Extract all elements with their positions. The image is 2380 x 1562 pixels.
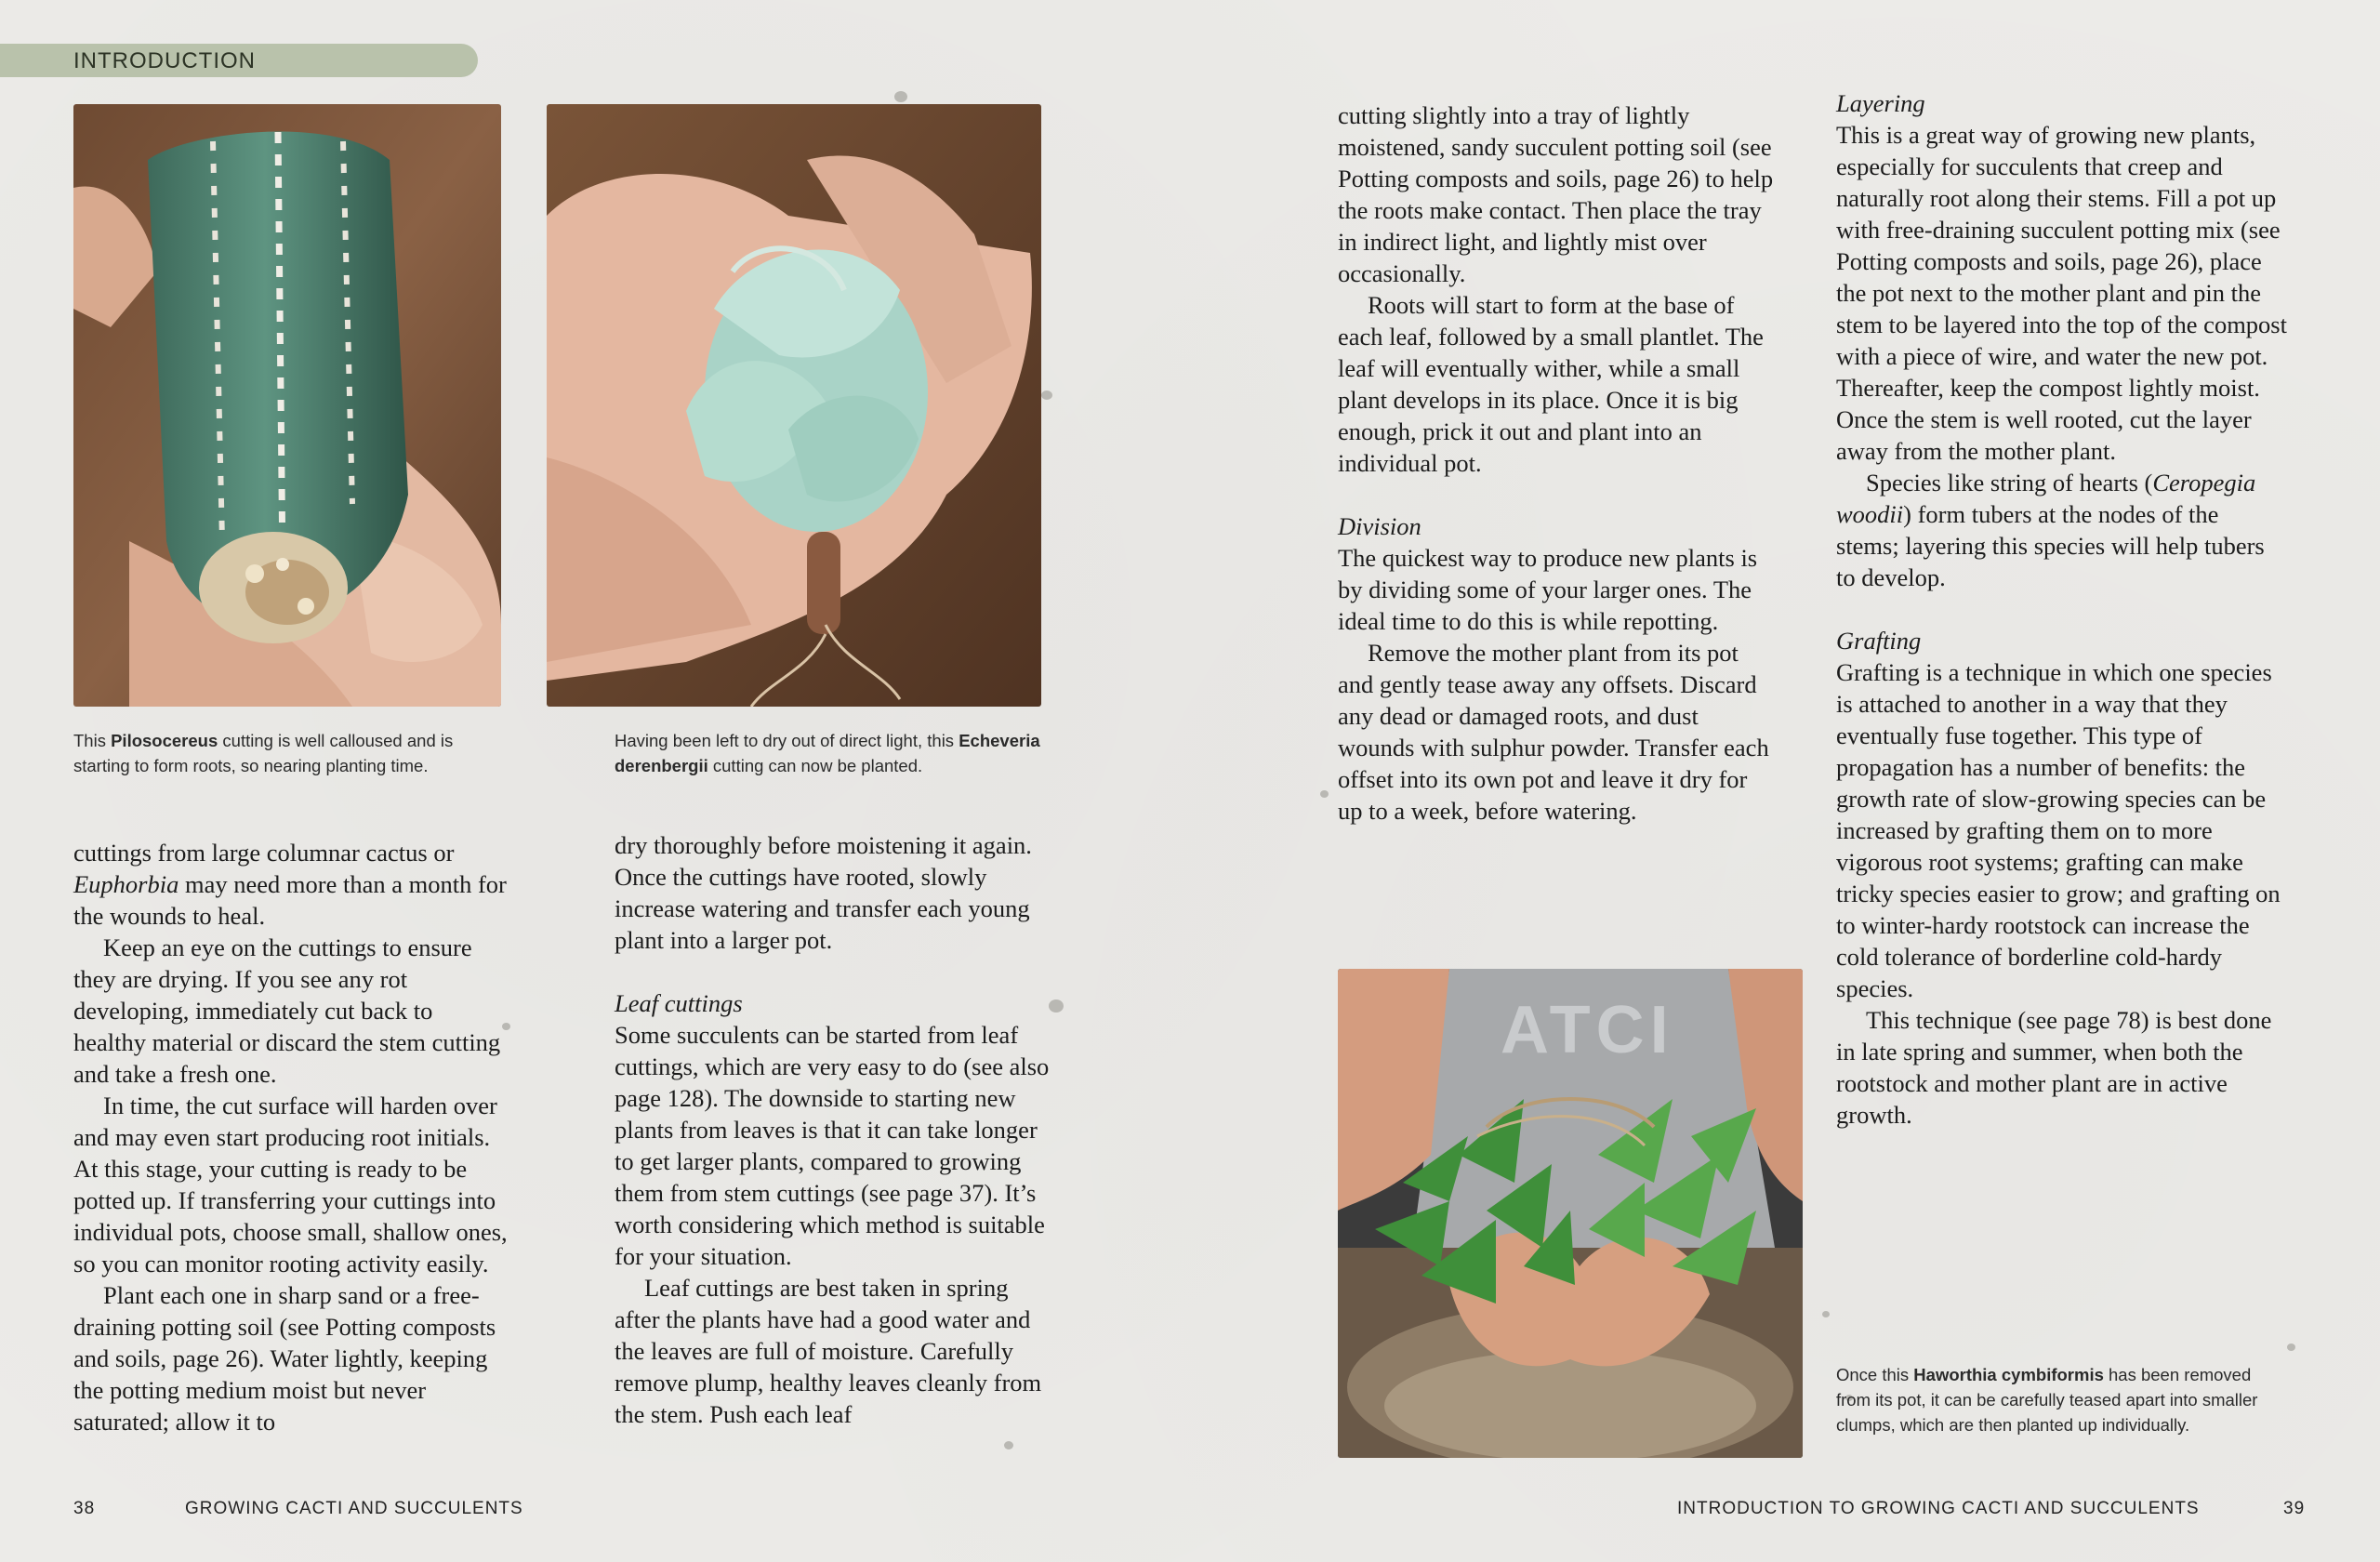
paper-speck (1320, 790, 1329, 798)
caption-text: has been removed from its pot, it can be carefully teased apart into smaller clumps, which are then planted up individually. (1836, 1365, 2258, 1435)
paragraph: Some succulents can be started from leaf cuttings, which are very easy to do (see also page 128). The downside to starting new plants from leaves is that it can take longer to get larger plants, compared to growing them from stem cuttings (see page 37). It’s worth considering which method is suitable for your situation. (615, 1021, 1050, 1270)
subheading-layering: Layering (1836, 89, 1925, 117)
shirt-text: ATCI (1501, 993, 1674, 1067)
paragraph: The quickest way to produce new plants is by dividing some of your larger ones. The ideal time to do this is while repotting. (1338, 544, 1758, 635)
caption-text: cutting is well calloused and is starting to form roots, so nearing planting time. (73, 731, 454, 775)
paragraph: Plant each one in sharp sand or a free-draining potting soil (see Potting composts and soils, page 26). Water lightly, keeping the potting medium moist but never saturated; allow it to (73, 1281, 496, 1436)
subheading-division: Division (1338, 512, 1421, 540)
caption-text: This (73, 731, 112, 750)
paragraph: This technique (see page 78) is best done in late spring and summer, when both the rootstock and mother plant are in active growth. (1836, 1006, 2272, 1129)
paragraph: Species like string of hearts (Ceropegia woodii) form tubers at the nodes of the stems; layering this species will help tubers to develop. (1836, 469, 2265, 591)
paragraph: Remove the mother plant from its pot and gently tease away any offsets. Discard any dead or damaged roots, and dust wounds with sulphur powder. Transfer each offset into its own pot and leave it dry for up to a week, before watering. (1338, 639, 1769, 825)
paragraph: This is a great way of growing new plants, especially for succulents that creep and naturally root along their stems. Fill a pot up with free-draining succulent potting mix (see Potting composts and soils, page 26), place the pot next to the mother plant and pin the stem to be layered into the top of the compost with a piece of wire, and water the new pot. Thereafter, keep the compost lightly moist. Once the stem is well rooted, cut the layer away from the mother plant. (1836, 121, 2287, 465)
photo-haworthia-division (1338, 969, 1803, 1458)
subheading-leaf-cuttings: Leaf cuttings (615, 989, 743, 1017)
paragraph: cuttings from large columnar cactus or Euphorbia may need more than a month for the wounds to heal. (73, 839, 507, 930)
paragraph: Roots will start to form at the base of each leaf, followed by a small plantlet. The leaf will eventually wither, while a small plant develops in its place. Once it is big enough, prick it out and plant into an individual pot. (1338, 291, 1764, 477)
haworthia-illustration (1338, 969, 1803, 1458)
page-number-right: 39 (2283, 1499, 2306, 1518)
subheading-grafting: Grafting (1836, 627, 1922, 655)
paper-speck (2287, 1344, 2295, 1351)
photo-pilosocereus-cutting (73, 104, 501, 707)
echeveria-illustration (547, 104, 1041, 707)
caption-species: Echeveria derenbergii (615, 731, 1040, 775)
caption-species: Haworthia cymbiformis (1913, 1365, 2104, 1384)
caption-text: Having been left to dry out of direct light, this (615, 731, 959, 750)
section-tab (0, 44, 478, 77)
text-column-1 (73, 837, 510, 1437)
page-number-left: 38 (73, 1499, 96, 1518)
running-title-left: GROWING CACTI AND SUCCULENTS (185, 1499, 523, 1518)
paragraph: In time, the cut surface will harden over and may even start producing root initials. At this stage, your cutting is ready to be potted up. If transferring your cuttings into individual pots, choose small, shallow ones, so you can monitor rooting activity easily. (73, 1092, 508, 1277)
paragraph: Leaf cuttings are best taken in spring after the plants have had a good water and the leaves are full of moisture. Carefully remove plump, healthy leaves cleanly from the stem. Push each leaf (615, 1274, 1042, 1428)
caption-text: cutting can now be planted. (707, 756, 923, 775)
caption-pilosocereus (73, 728, 510, 778)
caption-species: Pilosocereus (111, 731, 218, 750)
paragraph: cutting slightly into a tray of lightly moistened, sandy succulent potting soil (see Potting composts and soils, page 26) to help the roots make contact. Then place the tray in indirect light, and lightly mist over occasionally. (1338, 101, 1774, 287)
paragraph: dry thoroughly before moistening it again. Once the cuttings have rooted, slowly increase watering and transfer each young plant into a larger pot. (615, 831, 1032, 954)
paper-speck (894, 91, 907, 102)
paragraph: Grafting is a technique in which one species is attached to another in a way that they eventually fuse together. This type of propagation has a number of benefits: the growth rate of slow-growing species can be increased by grafting them on to more vigorous root systems; grafting can make tricky species easier to grow; and grafting on to winter-hardy rootstock can increase the cold tolerance of borderline cold-hardy species. (1836, 658, 2281, 1002)
caption-haworthia (1836, 1362, 2282, 1437)
pilosocereus-illustration (73, 104, 501, 707)
photo-echeveria-cutting (547, 104, 1041, 707)
text-column-4 (1836, 87, 2287, 1131)
caption-text: Once this (1836, 1365, 1914, 1384)
text-column-2 (615, 829, 1051, 1430)
paper-speck (1004, 1441, 1013, 1449)
paper-speck (1041, 390, 1052, 400)
paper-speck (1822, 1311, 1830, 1317)
paragraph: Keep an eye on the cuttings to ensure they are drying. If you see any rot developing, immediately cut back to healthy material or discard the stem cutting and take a fresh one. (73, 933, 501, 1088)
caption-echeveria (615, 728, 1051, 778)
running-title-right: INTRODUCTION TO GROWING CACTI AND SUCCULENTS (1677, 1499, 2200, 1518)
section-tab-label: INTRODUCTION (73, 48, 256, 73)
text-column-3 (1338, 99, 1775, 827)
